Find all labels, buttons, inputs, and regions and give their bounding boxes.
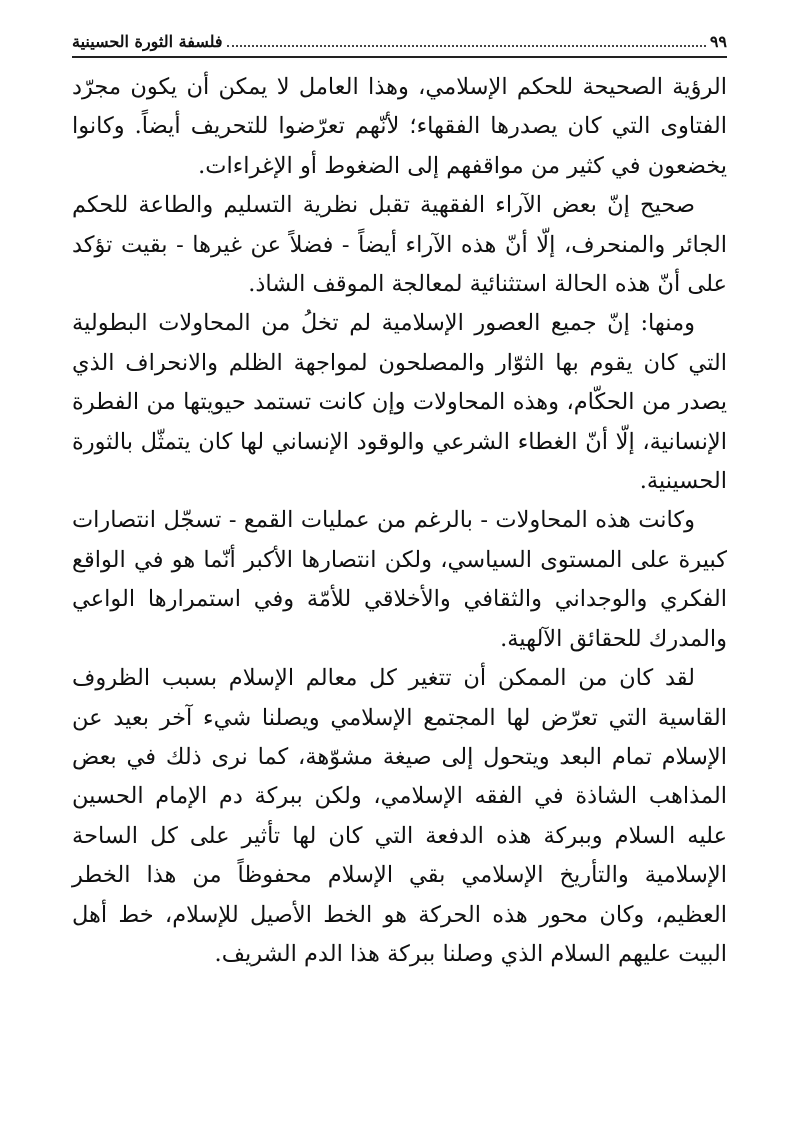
header-dotted-leader (227, 45, 706, 47)
paragraph: الرؤية الصحيحة للحكم الإسلامي، وهذا العامل لا يمكن أن يكون مجرّد الفتاوى التي كان يصدرها الفقهاء؛ لأنّهم تعرّضوا للتحريف أيضاً. وكانوا يخضعون في كثير من مواقفهم إلى الضغوط أو الإغراءات. (72, 74, 727, 179)
paragraph: لقد كان من الممكن أن تتغير كل معالم الإسلام بسبب الظروف القاسية التي تعرّض لها المجتمع الإسلامي ويصلنا شيء آخر بعيد عن الإسلام تمام البعد ويتحول إلى صيغة مشوّهة، كما نرى ذلك في بعض المذاهب الشاذة في الفقه الإسلامي، ولكن ببركة دم الإمام الحسين عليه السلام وببركة هذه الدفعة التي كان لها تأثير على كل الساحة الإسلامية والتأريخ الإسلامي بقي الإسلام محفوظاً من هذا الخطر العظيم، وكان محور هذه الحركة هو الخط الأصيل للإسلام، خط أهل البيت عليهم السلام الذي وصلنا ببركة هذا الدم الشريف. (72, 665, 727, 967)
book-title: فلسفة الثورة الحسينية (72, 32, 223, 51)
paragraph: صحيح إنّ بعض الآراء الفقهية تقبل نظرية التسليم والطاعة للحكم الجائر والمنحرف، إلّا أنّ هذه الآراء أيضاً - فضلاً عن غيرها - بقيت تؤكد على أنّ هذه الحالة استثنائية لمعالجة الموقف الشاذ. (72, 192, 727, 298)
running-header (72, 30, 727, 58)
page-number: ٩٩ (709, 32, 727, 51)
paragraph: وكانت هذه المحاولات - بالرغم من عمليات القمع - تسجّل انتصارات كبيرة على المستوى السياسي، ولكن انتصارها الأكبر أنّما هو في الواقع الفكري والوجداني والثقافي والأخلاقي للأمّة وفي استمرارها الواعي والمدرك للحقائق الآلهية. (72, 507, 727, 652)
page-body (72, 68, 727, 974)
paragraph: ومنها: إنّ جميع العصور الإسلامية لم تخلُ من المحاولات البطولية التي كان يقوم بها الثوّار والمصلحون لمواجهة الظلم والانحراف الذي يصدر من الحكّام، وهذه المحاولات وإن كانت تستمد حيويتها من الفطرة الإنسانية، إلّا أنّ الغطاء الشرعي والوقود الإنساني لها كان يتمثّل بالثورة الحسينية. (72, 310, 727, 495)
